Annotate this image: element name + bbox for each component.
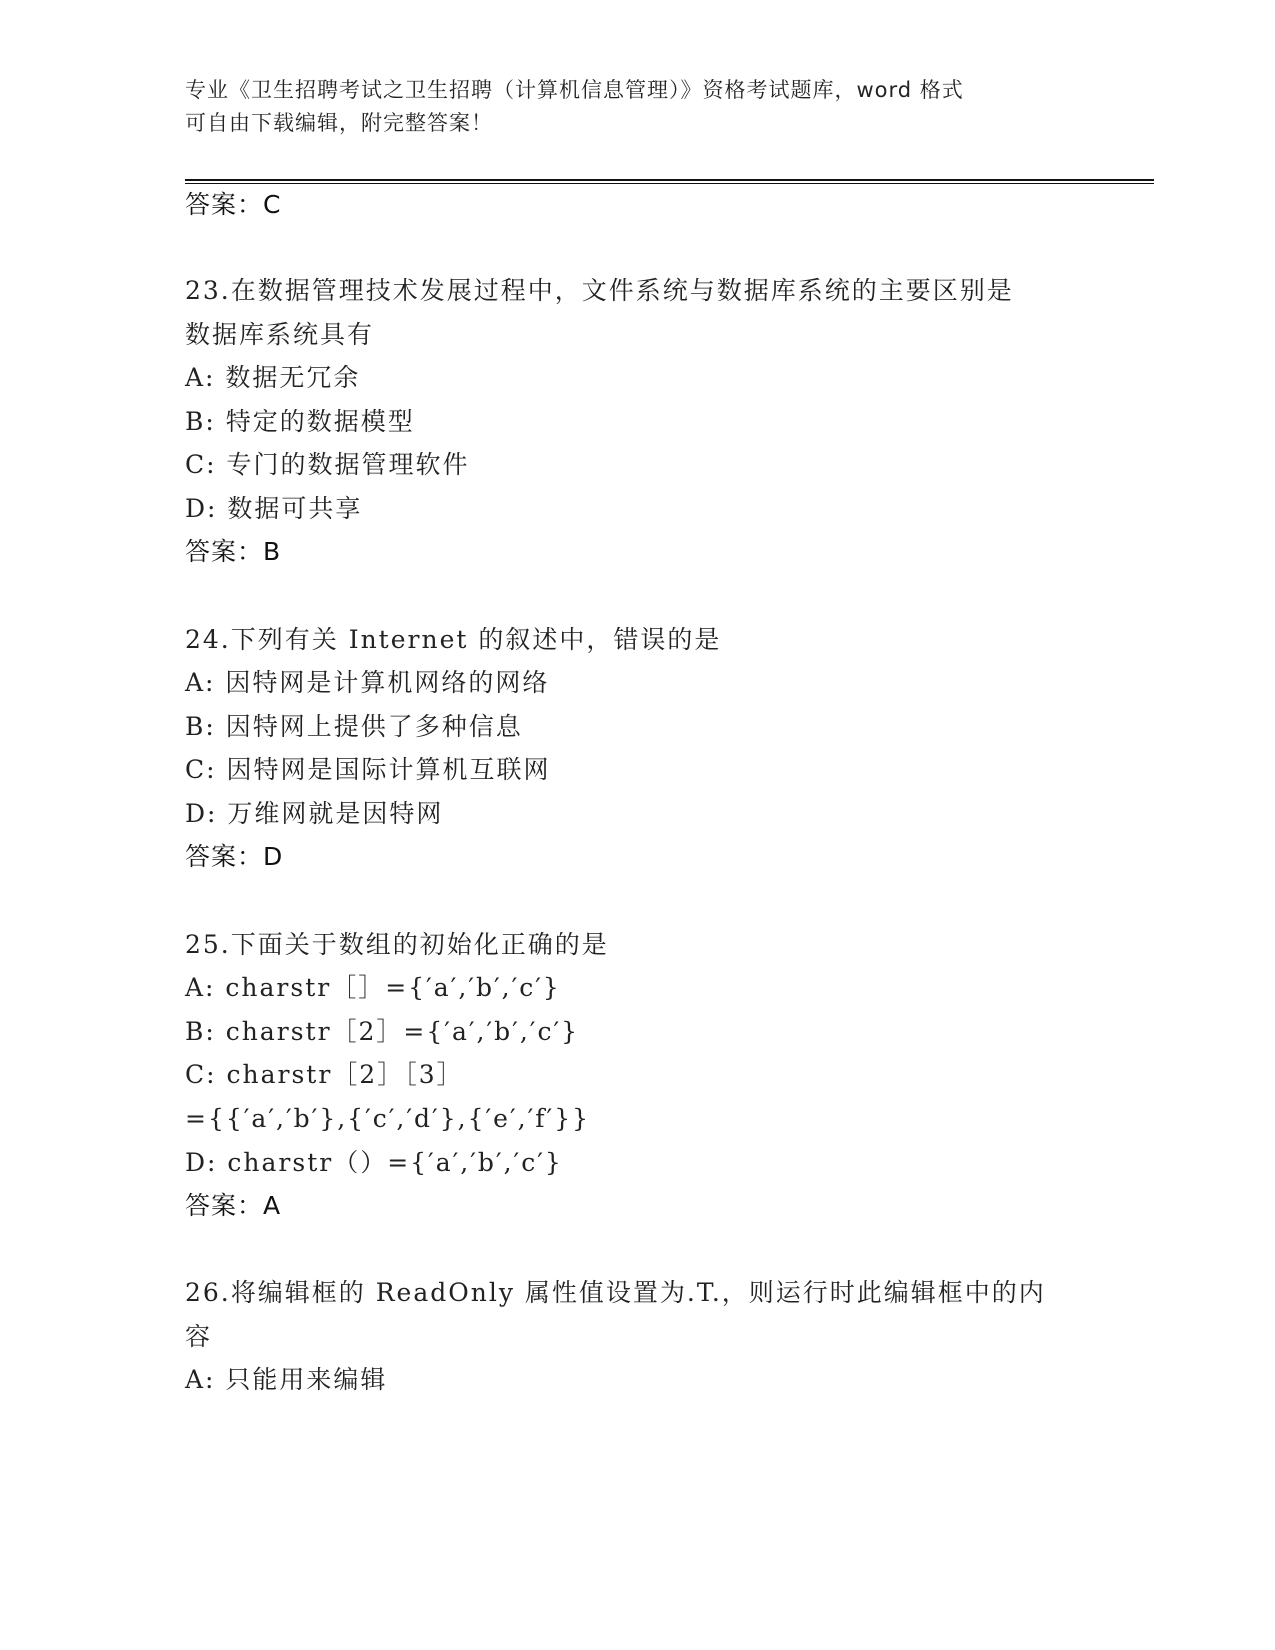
q23-option-d: D: 数据可共享 <box>185 494 363 523</box>
q25-option-b: B: charstr［2］={′a′,′b′,′c′} <box>185 1017 580 1046</box>
q26-stem-line-2: 容 <box>185 1322 213 1351</box>
q25-option-a: A: charstr［］={′a′,′b′,′c′} <box>185 973 561 1002</box>
q23-option-a: A: 数据无冗余 <box>185 363 361 392</box>
q23-answer: 答案：B <box>185 537 282 566</box>
q23-stem-line-2: 数据库系统具有 <box>185 320 375 349</box>
q26-option-a: A: 只能用来编辑 <box>185 1365 388 1394</box>
q25-option-c-line-1: C: charstr［2］［3］ <box>185 1060 464 1089</box>
header-line-2: 可自由下载编辑，附完整答案！ <box>185 111 493 135</box>
q23-stem-line-1: 23.在数据管理技术发展过程中，文件系统与数据库系统的主要区别是 <box>185 276 1014 305</box>
document-header <box>185 74 1065 140</box>
q24-option-c: C: 因特网是国际计算机互联网 <box>185 755 551 784</box>
answer-22: 答案：C <box>185 190 282 219</box>
header-divider-thin <box>185 183 1154 184</box>
q25-option-d: D: charstr（）={′a′,′b′,′c′} <box>185 1148 563 1177</box>
q25-answer: 答案：A <box>185 1191 282 1220</box>
q24-option-a: A: 因特网是计算机网络的网络 <box>185 668 550 697</box>
q25-option-c-line-2: ={{′a′,′b′},{′c′,′d′},{′e′,′f′}} <box>185 1104 591 1133</box>
q24-answer: 答案：D <box>185 842 284 871</box>
q26-stem-line-1: 26.将编辑框的 ReadOnly 属性值设置为.T.，则运行时此编辑框中的内 <box>185 1278 1046 1307</box>
header-line-1: 专业《卫生招聘考试之卫生招聘（计算机信息管理）》资格考试题库，word 格式 <box>185 78 964 102</box>
q24-option-d: D: 万维网就是因特网 <box>185 799 444 828</box>
q23-option-b: B: 特定的数据模型 <box>185 407 415 436</box>
q24-option-b: B: 因特网上提供了多种信息 <box>185 712 523 741</box>
q24-stem-line-1: 24.下列有关 Internet 的叙述中，错误的是 <box>185 625 722 654</box>
q23-option-c: C: 专门的数据管理软件 <box>185 450 470 479</box>
header-divider-thick <box>185 179 1154 181</box>
q25-stem-line-1: 25.下面关于数组的初始化正确的是 <box>185 930 609 959</box>
